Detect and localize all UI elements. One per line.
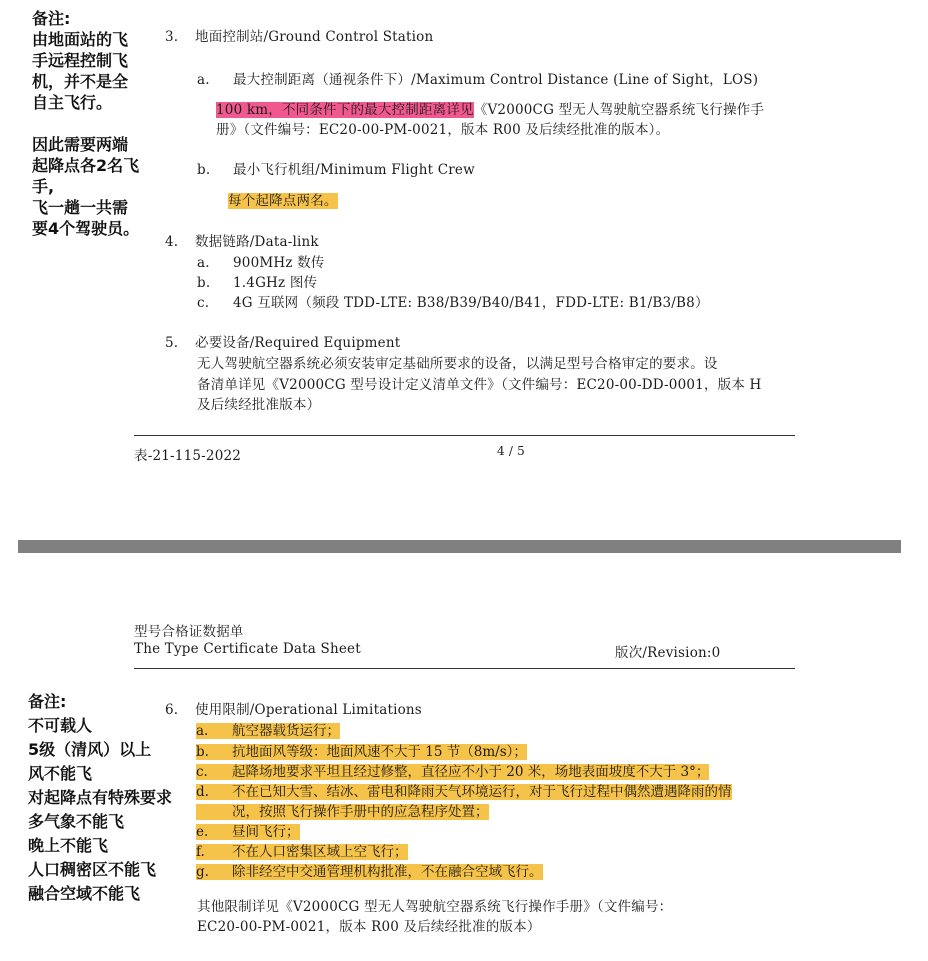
section-title: 使用限制/Operational Limitations: [195, 702, 422, 718]
note-line: 晚上不能飞: [28, 836, 109, 855]
highlight-yellow: 每个起降点两名。: [228, 193, 338, 209]
note-line: 备注:: [32, 9, 71, 28]
item-b-value: [228, 189, 338, 209]
header-rule: [134, 668, 795, 669]
limitation-item: d. 不在已知大雪、结冰、雷电和降雨天气环境运行，对于飞行过程中偶然遭遇降雨的情: [196, 784, 732, 800]
note-line: 不可载人: [28, 716, 93, 735]
note-line: 5级（清风）以上: [28, 740, 152, 759]
note-line: 多气象不能飞: [28, 812, 125, 831]
note-line: 手远程控制飞: [32, 51, 129, 70]
datalink-item: b. 1.4GHz 图传: [197, 275, 318, 291]
note-line: 融合空域不能飞: [28, 884, 141, 903]
limitation-item-continued: 况，按照飞行操作手册中的应急程序处置；: [196, 800, 489, 820]
note-line: 备注:: [28, 692, 67, 711]
item-title: 最小飞行机组/Minimum Flight Crew: [233, 162, 475, 178]
section-5-heading: 5. 必要设备/Required Equipment: [165, 335, 401, 351]
section-5-body: 及后续经批准版本）: [197, 397, 321, 413]
footer-page-number: 4 / 5: [497, 444, 525, 458]
note-line: 风不能飞: [28, 764, 93, 783]
note-bottom: [28, 690, 172, 906]
note-line: 自主飞行。: [32, 93, 113, 112]
datalink-item: a. 900MHz 数传: [197, 255, 325, 271]
item-a-heading: a. 最大控制距离（通视条件下）/Maximum Control Distance (Line of Sight，LOS): [197, 72, 759, 88]
note-line: 机，并不是全: [32, 72, 129, 91]
other-limits-text: 其他限制详见《V2000CG 型无人驾驶航空器系统飞行操作手册》（文件编号：: [197, 899, 673, 915]
section-title: 必要设备/Required Equipment: [195, 335, 401, 351]
section-6-heading: 6. 使用限制/Operational Limitations: [165, 702, 422, 718]
item-b-heading: b. 最小飞行机组/Minimum Flight Crew: [197, 162, 475, 178]
limitation-item: c. 起降场地要求平坦且经过修整，直径应不小于 20 米，场地表面坡度不大于 3°；: [196, 764, 710, 780]
item-a-value-line2: 册》（文件编号：EC20-00-PM-0021，版本 R00 及后续经批准的版本）。: [216, 122, 670, 138]
item-title: 最大控制距离（通视条件下）/Maximum Control Distance (Line of Sight，LOS): [233, 72, 759, 88]
limitation-item: g. 除非经空中交通管理机构批准，不在融合空域飞行。: [196, 864, 543, 880]
note-line: 由地面站的飞: [32, 30, 129, 49]
limitation-item: e. 昼间飞行；: [196, 824, 300, 840]
datalink-item: c. 4G 互联网（频段 TDD-LTE: B38/B39/B40/B41，FDD-LTE: B1/B3/B8）: [197, 295, 709, 311]
page-header-en: The Type Certificate Data Sheet: [134, 641, 361, 657]
page-header-cn: 型号合格证数据单: [134, 624, 244, 640]
limitation-item: b. 抗地面风等级：地面风速不大于 15 节（8m/s）；: [196, 744, 527, 760]
note-line: 手,: [32, 177, 55, 196]
note-line: 对起降点有特殊要求: [28, 788, 173, 807]
note-top: [32, 8, 139, 239]
highlight-pink: 100 km，不同条件下的最大控制距离详见: [216, 102, 474, 118]
section-5-body: 无人驾驶航空器系统必须安装审定基础所要求的设备，以满足型号合格审定的要求。设: [197, 356, 718, 372]
note-line: 起降点各2名飞: [32, 156, 140, 175]
revision-label: 版次/Revision:0: [615, 645, 721, 661]
note-line: 因此需要两端: [32, 135, 129, 154]
limitation-item: a. 航空器载货运行；: [196, 723, 340, 739]
section-3-heading: 3. 地面控制站/Ground Control Station: [165, 29, 434, 45]
section-title: 数据链路/Data-link: [195, 234, 319, 250]
note-line: 飞一趟一共需: [32, 198, 129, 217]
section-title: 地面控制站/Ground Control Station: [195, 29, 434, 45]
other-limits-text: EC20-00-PM-0021，版本 R00 及后续经批准的版本）: [197, 919, 541, 935]
page-separator: [18, 540, 901, 553]
note-line: 人口稠密区不能飞: [28, 860, 157, 879]
footer-rule: [134, 435, 795, 436]
limitation-item: f. 不在人口密集区域上空飞行；: [196, 844, 408, 860]
section-5-body: 备清单详见《V2000CG 型号设计定义清单文件》（文件编号：EC20-00-DD-0001，版本 H: [197, 377, 762, 393]
item-a-value: 100 km，不同条件下的最大控制距离详见《V2000CG 型无人驾驶航空器系统飞行操作手: [216, 102, 765, 118]
footer-doc-id: 表-21-115-2022: [134, 448, 242, 464]
note-line: 要4个驾驶员。: [32, 219, 140, 238]
section-4-heading: 4. 数据链路/Data-link: [165, 234, 319, 250]
